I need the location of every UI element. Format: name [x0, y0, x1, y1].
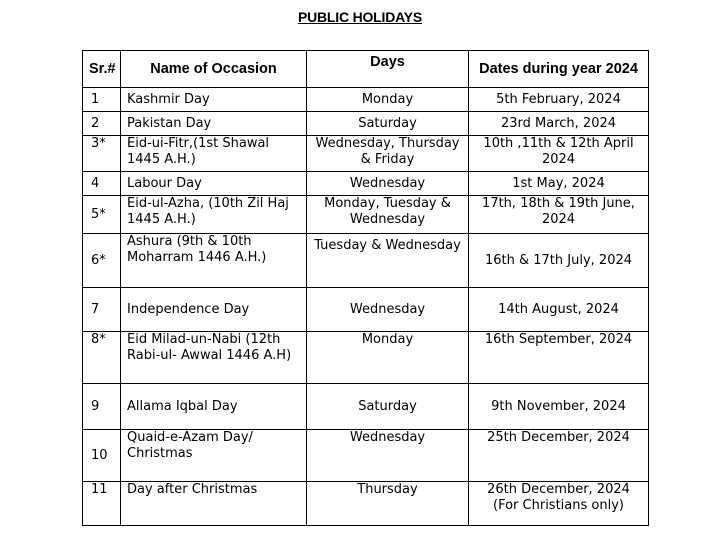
table-row [83, 430, 649, 482]
row-dates: 23rd March, 2024 [469, 112, 649, 136]
row-dates: 9th November, 2024 [469, 384, 649, 430]
row-sr: 3* [83, 136, 121, 172]
holidays-table [82, 50, 649, 526]
table-row [83, 88, 649, 112]
row-days: Wednesday, Thursday & Friday [307, 136, 469, 172]
row-occasion: Pakistan Day [121, 112, 307, 136]
row-days: Wednesday [307, 172, 469, 196]
row-sr: 2 [83, 112, 121, 136]
table-row [83, 234, 649, 288]
row-dates: 25th December, 2024 [469, 430, 649, 482]
row-occasion: Eid-ul-Azha, (10th Zil Haj 1445 A.H.) [121, 196, 307, 234]
row-days: Thursday [307, 482, 469, 526]
header-occasion: Name of Occasion [121, 51, 307, 88]
row-dates: 5th February, 2024 [469, 88, 649, 112]
row-dates: 16th September, 2024 [469, 332, 649, 384]
table-row [83, 136, 649, 172]
row-occasion: Allama Iqbal Day [121, 384, 307, 430]
row-dates: 17th, 18th & 19th June, 2024 [469, 196, 649, 234]
table-row [83, 482, 649, 526]
table-row [83, 384, 649, 430]
row-occasion: Independence Day [121, 288, 307, 332]
row-days: Tuesday & Wednesday [307, 234, 469, 288]
header-days: Days [307, 51, 469, 88]
row-sr: 8* [83, 332, 121, 384]
row-occasion: Kashmir Day [121, 88, 307, 112]
table-row [83, 112, 649, 136]
row-days: Monday [307, 332, 469, 384]
row-occasion: Labour Day [121, 172, 307, 196]
row-days: Saturday [307, 112, 469, 136]
row-sr: 11 [83, 482, 121, 526]
row-dates: 10th ,11th & 12th April 2024 [469, 136, 649, 172]
table-row [83, 332, 649, 384]
row-days: Wednesday [307, 288, 469, 332]
row-occasion: Eid-ui-Fitr,(1st Shawal 1445 A.H.) [121, 136, 307, 172]
row-days: Wednesday [307, 430, 469, 482]
row-occasion: Ashura (9th & 10th Moharram 1446 A.H.) [121, 234, 307, 288]
row-days: Monday, Tuesday & Wednesday [307, 196, 469, 234]
row-occasion: Quaid-e-Azam Day/ Christmas [121, 430, 307, 482]
header-sr: Sr.# [83, 51, 121, 88]
table-row [83, 196, 649, 234]
table-row [83, 288, 649, 332]
row-sr: 5* [83, 196, 121, 234]
header-dates: Dates during year 2024 [469, 51, 649, 88]
page-title: PUBLIC HOLIDAYS [297, 9, 423, 25]
row-dates: 1st May, 2024 [469, 172, 649, 196]
row-sr: 9 [83, 384, 121, 430]
row-occasion: Day after Christmas [121, 482, 307, 526]
row-sr: 10 [83, 430, 121, 482]
row-sr: 1 [83, 88, 121, 112]
row-days: Saturday [307, 384, 469, 430]
row-sr: 7 [83, 288, 121, 332]
row-days: Monday [307, 88, 469, 112]
table-row [83, 172, 649, 196]
row-sr: 6* [83, 234, 121, 288]
row-occasion: Eid Milad-un-Nabi (12th Rabi-ul- Awwal 1446 A.H) [121, 332, 307, 384]
row-dates: 14th August, 2024 [469, 288, 649, 332]
row-sr: 4 [83, 172, 121, 196]
header-row [83, 51, 649, 88]
row-dates: 26th December, 2024 (For Christians only) [469, 482, 649, 526]
row-dates: 16th & 17th July, 2024 [469, 234, 649, 288]
